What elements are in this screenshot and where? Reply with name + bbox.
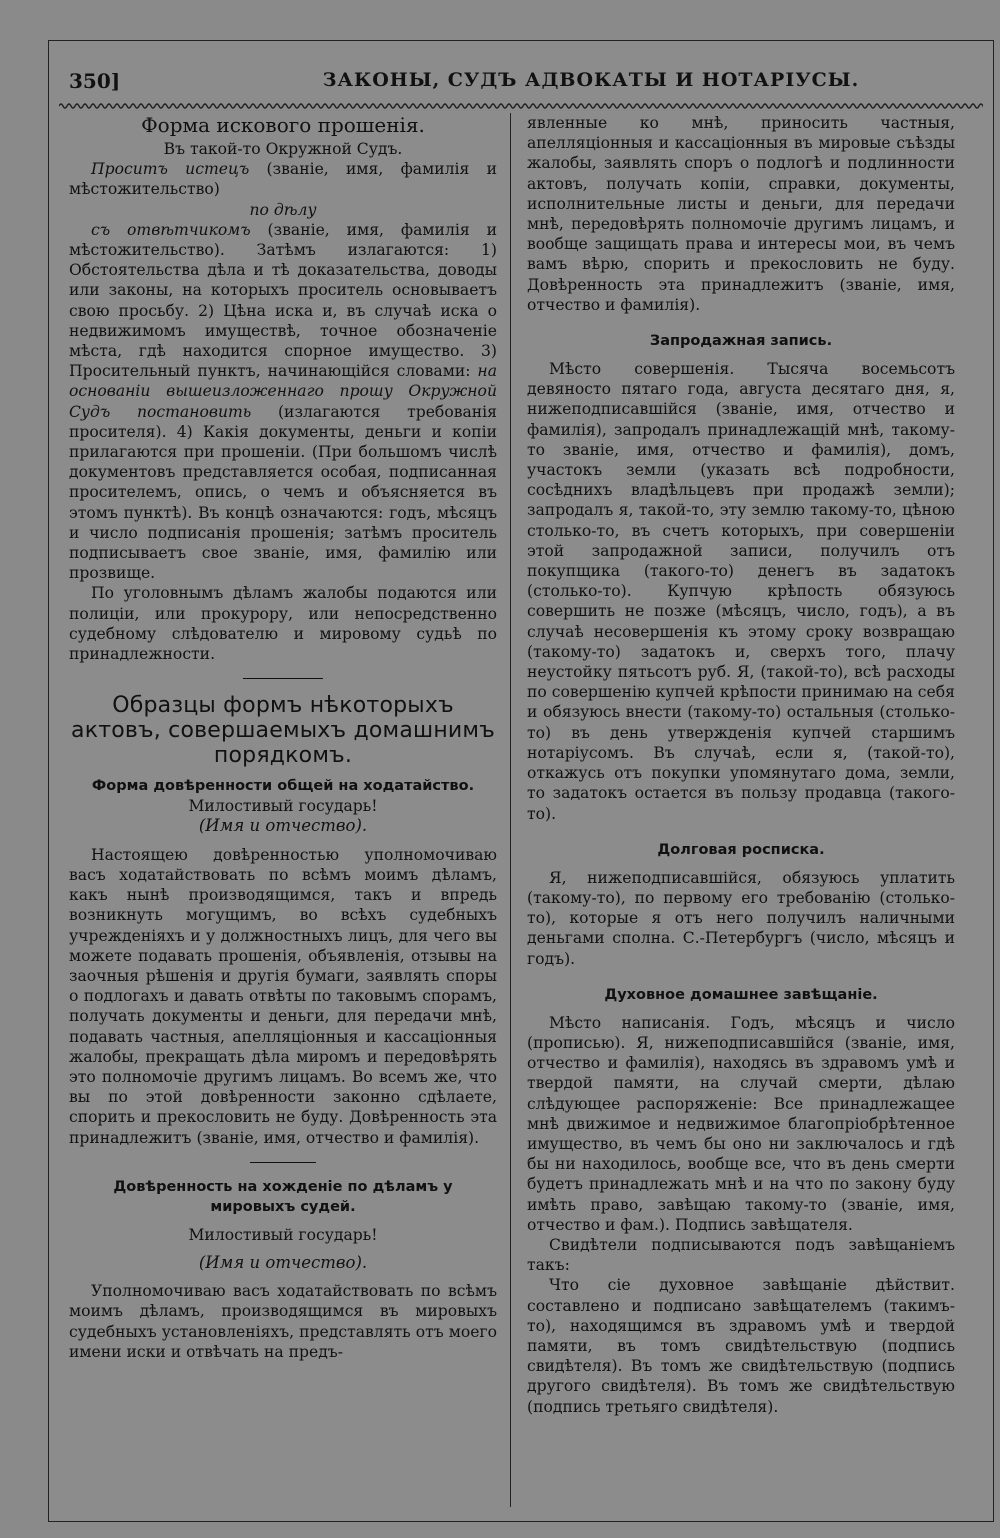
running-title: ЗАКОНЫ, СУДЪ АДВОКАТЫ И НОТАРІУСЫ. (322, 69, 860, 91)
form-title-debt-receipt: Долговая росписка. (657, 841, 825, 858)
wavy-header-rule (59, 101, 983, 111)
section-title: Образцы формъ нѣкоторыхъ актовъ, совершаемыхъ домашнимъ порядкомъ. (71, 693, 495, 769)
form-title-magistrate-attorney: Довѣренность на хожденіе по дѣламъ у мировыхъ судей. (113, 1178, 453, 1215)
addressee: Въ такой-то Окружной Судъ. (163, 140, 403, 158)
salutation-1: Милостивый государь! (188, 797, 378, 816)
power-of-attorney-body: Настоящею довѣренностью уполномочиваю васъ ходатайствовать по всѣмъ моимъ дѣламъ, какъ нынѣ производящимся, такъ и впредь возникнуть могущимъ, во всѣхъ судебныхъ учрежденіяхъ и у должностныхъ лицъ, для чего вы можете подавать прошенія, объявленія, отзывы на заочныя рѣшенія и другія бумаги, заявлять споры о подлогахъ и давать отвѣты по таковымъ спорамъ, получать документы и деньги, для передачи мнѣ, подавать частныя, апелляціонныя и кассаціонныя жалобы, прекращать дѣла миромъ и передовѣрять это полномочіе другимъ лицамъ. Во всемъ же, что вы по этой довѣренности законно сдѣлаете, спорить и прекословить не буду. Довѣренность эта принадлежитъ (званіе, имя, отчество и фамилія). (69, 845, 497, 1147)
continuation-text: явленные ко мнѣ, приносить частныя, апелляціонныя и кассаціонныя въ мировые съѣзды жалобы, заявлять споръ о подлогѣ и подлинности актовъ, получать копіи, справки, документы, исполнительные листы и деньги, для передачи мнѣ, передовѣрять полномочіе другимъ лицамъ, и вообще защищать права и интересы мои, въ чемъ вамъ вѣрю, спорить и прекословить не буду. Довѣренность эта принадлежитъ (званіе, имя, отчество и фамилія). (527, 114, 955, 314)
book-page (48, 40, 994, 1522)
name-line-1: (Имя и отчество). (198, 816, 368, 836)
claim-p2-italic: на основаніи вышеизложеннаго прошу Окружной Судъ постановить (69, 362, 497, 421)
will-body: Мѣсто написанія. Годъ, мѣсяцъ и число (прописью). Я, нижеподписавшійся (званіе, имя, отчество и фамилія), находясь въ здравомъ умѣ и твердой памяти, на случай смерти, дѣлаю слѣдующее распоряженіе: Все принадлежащее мнѣ движимое и недвижимое благопріобрѣтенное имущество, въ чемъ бы оно ни заключалось и гдѣ бы ни находилось, вообще все, что въ день смерти будетъ принадлежать мнѣ и на что по закону буду имѣть право, завѣщаю такому-то (званіе, имя, отчество и фам.). Подпись завѣщателя. (527, 1013, 955, 1234)
claim-p2-rest: (званіе, имя, фамилія и мѣстожительство). Затѣмъ излагаются: 1) Обстоятельства дѣла и тѣ доказательства, доводы или законы, на которыхъ проситель основываетъ свою просьбу. 2) Цѣна иска и, въ случаѣ иска о недвижимомъ имуществѣ, точное обозначеніе мѣста, гдѣ находится спорное имущество. 3) Просительный пунктъ, начинающійся словами: (69, 220, 497, 381)
claim-paragraph-2 (69, 220, 497, 584)
left-column (69, 113, 497, 1362)
claim-italic-lead: Проситъ истецъ (91, 160, 250, 179)
form-title-claim: Форма искового прошенія. (141, 113, 425, 137)
by-case-line: по дѣлу (249, 200, 317, 219)
section-rule (243, 678, 323, 679)
column-divider (510, 113, 511, 1507)
form-title-will: Духовное домашнее завѣщаніе. (604, 986, 878, 1003)
witness-intro: Свидѣтели подписываются подъ завѣщаніемъ такъ: (527, 1235, 955, 1275)
claim-paragraph-1 (69, 159, 497, 199)
debt-receipt-body: Я, нижеподписавшійся, обязуюсь уплатить (такому-то), по первому его требованію (столько-то), которые я отъ него получилъ наличными деньгами сполна. С.-Петербургъ (число, мѣсяцъ и годъ). (527, 868, 955, 968)
claim-p1-rest: (званіе, имя, фамилія и мѣстожительство) (69, 160, 498, 199)
right-column (527, 113, 955, 1417)
claim-defendant: съ отвѣтчикомъ (91, 220, 251, 239)
form-title-power-of-attorney: Форма довѣренности общей на ходатайство. (91, 778, 475, 795)
page-number: 350] (69, 69, 121, 93)
section-rule-2 (250, 1162, 316, 1163)
salutation-2: Милостивый государь! (188, 1225, 378, 1244)
name-line-2: (Имя и отчество). (198, 1252, 368, 1272)
claim-paragraph-3: По уголовнымъ дѣламъ жалобы подаются или полиціи, или прокурору, или непосредственно судебному слѣдователю и мировому судьѣ по принадлежности. (69, 584, 497, 664)
sale-agreement-body: Мѣсто совершенія. Тысяча восемьсотъ девяносто пятаго года, августа десятаго дня, я, нижеподписавшійся (званіе, имя, отчество и фамилія), запродалъ принадлежащій мнѣ, такому-то званіе, имя, отчество и фамилія), домъ, участокъ земли (указать всѣ подробности, сосѣднихъ владѣльцевъ при продажѣ земли); запродалъ я, такой-то, эту землю такому-то, цѣною столько-то, въ счетъ которыхъ, при совершеніи этой запродажной записи, получилъ отъ покупщика (такого-то) денегъ въ задатокъ (столько-то). Купчую крѣпость обязуюсь совершить не позже (мѣсяцъ, число, годъ), а въ случаѣ несовершенія къ этому сроку возвращаю (такому-то) задатокъ и, сверхъ того, плачу неустойку пятьсотъ руб. Я, (такой-то), всѣ расходы по совершенію купчей крѣпости принимаю на себя и обязуюсь внести (такому-то) остальныя (столько-то) въ день утвержденія купчей старшимъ нотаріусомъ. Въ случаѣ, если я, (такой-то), откажусь отъ покупки упомянутаго дома, земли, то задатокъ остается въ пользу продавца (такого-то). (527, 360, 955, 823)
magistrate-attorney-body: Уполномочиваю васъ ходатайствовать по всѣмъ моимъ дѣламъ, производящимся въ мировыхъ судебныхъ установленіяхъ, представлять отъ моего имени иски и отвѣчать на предъ- (69, 1282, 497, 1361)
form-title-sale-agreement: Запродажная запись. (649, 333, 833, 350)
witness-text: Что сіе духовное завѣщаніе дѣйствит. составлено и подписано завѣщателемъ (такимъ-то), находящимся въ здравомъ умѣ и твердой памяти, въ томъ свидѣтельствую (подпись свидѣтеля). Въ томъ же свидѣтельствую (подпись другого свидѣтеля). Въ томъ же свидѣтельствую (подпись третьяго свидѣтеля). (527, 1276, 955, 1416)
claim-p2-rest2: (излагаются требованія просителя). 4) Какія документы, деньги и копіи прилагаются при прошеніи. (При большомъ числѣ документовъ представляется особая, подписанная просителемъ, опись, о чемъ и объясняется въ этомъ пунктѣ). Въ концѣ означаются: годъ, мѣсяцъ и число подписанія прошенія; затѣмъ проситель подписываетъ свое званіе, имя, фамилію или прозвище. (69, 402, 498, 583)
